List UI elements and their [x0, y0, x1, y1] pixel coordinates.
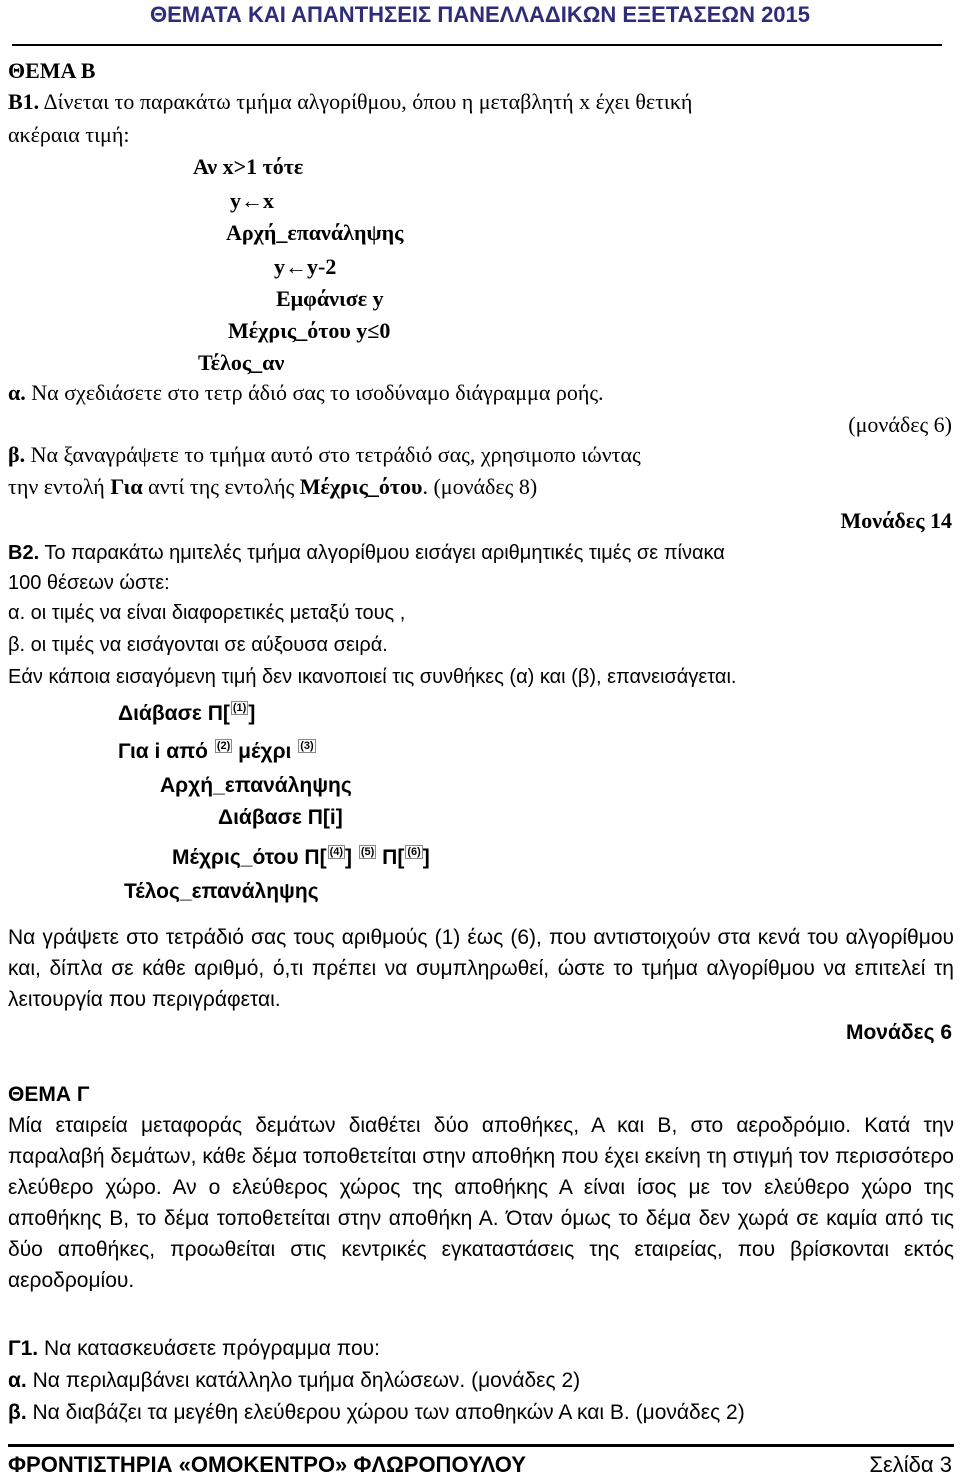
theme-c-title: ΘΕΜΑ Γ: [8, 1083, 90, 1106]
b1-text-1: Δίνεται το παρακάτω τμήμα αλγορίθμου, όπου η μεταβλητή x έχει θετική: [39, 89, 693, 114]
footer-page: Σελίδα 3: [869, 1452, 952, 1477]
code-array-ref: Π[: [382, 846, 405, 869]
code-bracket-close-1: ]: [248, 702, 256, 725]
b2-line-2: 100 θέσεων ώστε:: [8, 572, 170, 594]
b2-line-condition: Εάν κάποια εισαγόμενη τιμή δεν ικανοποιεί τις συνθήκες (α) και (β), επανεισάγεται.: [8, 666, 737, 688]
theme-c-text: Μία εταιρεία μεταφοράς δεμάτων διαθέτει δύο αποθήκες, Α και Β, στο αεροδρόμιο. Κατά την παραλαβή δεμάτων, κάθε δέμα τοποθετείται στην αποθήκη που έχει εκείνη τη στιγμή τον περισσότερο ελεύθερο χώρο. Αν ο ελεύθερος χώρος της αποθήκης Α είναι ίσος με τον ελεύθερο χώρο της αποθήκης Β, το δέμα τοποθετείται στην αποθήκη Α. Όταν όμως το δέμα δεν χωρά σε καμία από τις δύο αποθήκες, προωθείται στις κεντρικές εγκαταστάσεις της εταιρείας, που βρίσκονται εκτός αεροδρομίου.: [8, 1114, 954, 1292]
g1-label: Γ1.: [8, 1337, 39, 1360]
code-line-3: Αρχή_επανάληψης: [160, 774, 352, 797]
b2-line-1: [8, 540, 725, 566]
code-bracket-close-6: ]: [422, 846, 430, 869]
g1-b-line: [8, 1400, 745, 1426]
b1-b-text2-mid: αντί της εντολής: [142, 474, 300, 499]
b1-b-line: [8, 442, 641, 468]
blank-4: (4): [329, 846, 344, 858]
b1-b-text2-pre: την εντολή: [8, 474, 111, 499]
b1-b-text2-until: Μέχρις_ότου: [299, 474, 423, 499]
b1-line-1: [8, 89, 692, 115]
algo-line-5: Εμφάνισε y: [276, 286, 384, 311]
code-line-5: [172, 846, 430, 870]
code-line-4: Διάβασε Π[i]: [218, 806, 343, 829]
blank-2: (2): [216, 740, 231, 752]
code-bracket-close-4: ]: [345, 846, 353, 869]
algo-line-3: Αρχή_επανάληψης: [226, 220, 404, 245]
blank-6: (6): [407, 846, 421, 858]
g1-a-line: [8, 1368, 580, 1394]
b1-a-line: [8, 380, 604, 406]
b1-a-text: Να σχεδιάσετε στο τετρ άδιό σας το ισοδύναμο διάγραμμα ροής.: [25, 380, 604, 405]
b2-total: Μονάδες 6: [845, 1021, 952, 1044]
algo-line-6: Μέχρις_ότου y≤0: [228, 318, 391, 343]
algo-line-7: Τέλος_αν: [198, 350, 285, 375]
code-line-2: [118, 740, 316, 764]
b2-label: Β2.: [8, 542, 40, 564]
code-read-array: Διάβασε Π[: [118, 702, 230, 725]
b1-line-2: ακέραια τιμή:: [8, 122, 130, 147]
g1-a-label: α.: [8, 1369, 27, 1392]
code-line-1: [118, 702, 255, 726]
algo-line-4: y←y-2: [274, 254, 337, 279]
b1-total: Μονάδες 14: [840, 508, 952, 533]
theme-b-title: ΘΕΜΑ Β: [8, 58, 96, 83]
code-for-from: Για i από: [118, 740, 209, 763]
g1-line: [8, 1336, 380, 1362]
b1-a-label: α.: [8, 380, 26, 405]
b2-text-1: Το παρακάτω ημιτελές τμήμα αλγορίθμου εισάγει αριθμητικές τιμές σε πίνακα: [39, 542, 725, 564]
b1-b-text: Να ξαναγράψετε το τμήμα αυτό στο τετράδιό σας, χρησιμοπο ιώντας: [25, 442, 641, 467]
g1-text: Να κατασκευάσετε πρόγραμμα που:: [38, 1337, 380, 1360]
algo-line-2: y←x: [230, 188, 274, 213]
g1-b-label: β.: [8, 1401, 27, 1424]
page-header: ΘΕΜΑΤΑ ΚΑΙ ΑΠΑΝΤΗΣΕΙΣ ΠΑΝΕΛΛΑΔΙΚΩΝ ΕΞΕΤΑΣΕΩΝ 2015: [149, 2, 811, 27]
b1-a-points: (μονάδες 6): [848, 412, 952, 437]
b2-instructions: Να γράψετε στο τετράδιό σας τους αριθμούς (1) έως (6), που αντιστοιχούν στα κενά του αλγορίθμου και, δίπλα σε κάθε αριθμό, ό,τι πρέπει να συμπληρωθεί, ώστε το τμήμα αλγορίθμου να επιτελεί τη λειτουργία που περιγράφεται.: [8, 926, 954, 1011]
b2-item-a: α. οι τιμές να είναι διαφορετικές μεταξύ τους ,: [8, 602, 406, 624]
algo-line-1: Αν x>1 τότε: [193, 154, 304, 179]
header-divider: [12, 44, 942, 46]
code-to: μέχρι: [238, 740, 292, 763]
footer-left: ΦΡΟΝΤΙΣΤΗΡΙΑ «ΟΜΟΚΕΝΤΡΟ» ΦΛΩΡΟΠΟΥΛΟΥ: [8, 1452, 526, 1477]
blank-3: (3): [300, 740, 314, 752]
footer-divider: [8, 1444, 954, 1447]
blank-5: (5): [360, 846, 375, 858]
b1-b-label: β.: [8, 442, 26, 467]
blank-1: (1): [232, 702, 247, 714]
b1-b-line-2: [8, 474, 537, 500]
b1-b-text2-for: Για: [110, 474, 143, 499]
g1-b-text: Να διαβάζει τα μεγέθη ελεύθερου χώρου των αποθηκών Α και Β. (μονάδες 2): [26, 1401, 745, 1424]
b1-label: Β1.: [8, 89, 40, 114]
code-until: Μέχρις_ότου Π[: [172, 846, 327, 869]
b2-item-b: β. οι τιμές να εισάγονται σε αύξουσα σειρά.: [8, 634, 388, 656]
b1-b-text2-post: . (μονάδες 8): [422, 474, 538, 499]
code-line-6: Τέλος_επανάληψης: [124, 880, 319, 903]
g1-a-text: Να περιλαμβάνει κατάλληλο τμήμα δηλώσεων. (μονάδες 2): [26, 1369, 581, 1392]
